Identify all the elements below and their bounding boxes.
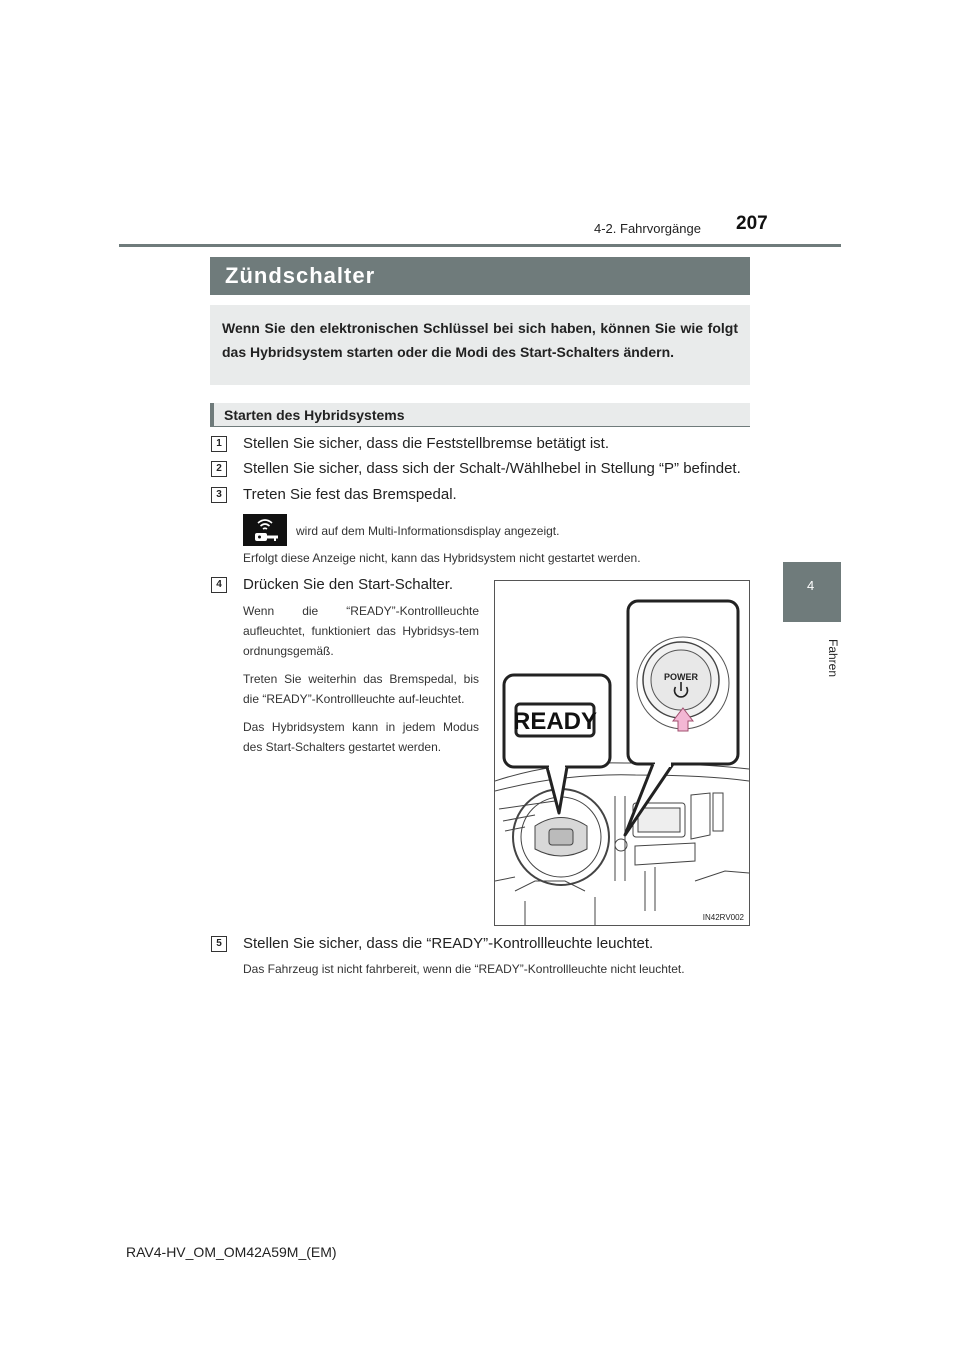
figure-code: IN42RV002	[702, 913, 744, 922]
step-text-3: Treten Sie fest das Bremspedal.	[243, 486, 457, 503]
footer-document-code: RAV4-HV_OM_OM42A59M_(EM)	[126, 1244, 337, 1260]
step4-paragraph-2: Treten Sie weiterhin das Bremspedal, bis die “READY”-Kontrollleuchte auf-leuchtet.	[243, 672, 479, 706]
ready-indicator-label: READY	[512, 708, 598, 735]
step4-body	[243, 601, 479, 765]
subheading-bar	[210, 403, 750, 427]
intro-box	[210, 305, 750, 385]
step-number-1: 1	[211, 436, 227, 452]
step-text-5: Stellen Sie sicher, dass die “READY”-Kontrollleuchte leuchtet.	[243, 935, 654, 952]
header-divider	[119, 244, 841, 247]
key-icon-caption: wird auf dem Multi-Informationsdisplay angezeigt.	[296, 524, 560, 538]
step-number-4: 4	[211, 577, 227, 593]
subheading-accent	[210, 403, 214, 427]
step-number-3: 3	[211, 487, 227, 503]
step3-note: Erfolgt diese Anzeige nicht, kann das Hybridsystem nicht gestartet werden.	[243, 551, 641, 565]
chapter-tab	[783, 562, 841, 622]
step-number-5: 5	[211, 936, 227, 952]
smart-key-indicator-icon	[243, 514, 287, 546]
step4-paragraph-1: Wenn die “READY”-Kontrollleuchte aufleuchtet, funktioniert das Hybridsys-tem ordnungsgemäß.	[243, 604, 479, 658]
power-button-label: POWER	[663, 672, 699, 682]
step4-paragraph-3: Das Hybridsystem kann in jedem Modus des Start-Schalters gestartet werden.	[243, 720, 479, 754]
section-reference: 4-2. Fahrvorgänge	[594, 221, 701, 236]
step5-note: Das Fahrzeug ist nicht fahrbereit, wenn die “READY”-Kontrollleuchte nicht leuchtet.	[243, 962, 685, 976]
chapter-tab-number: 4	[807, 578, 815, 593]
dashboard-drawing	[495, 581, 749, 925]
step-text-4: Drücken Sie den Start-Schalter.	[243, 576, 454, 593]
intro-text: Wenn Sie den elektronischen Schlüssel bei sich haben, können Sie wie folgt das Hybridsystem starten oder die Modi des Start-Schalters ändern.	[222, 320, 738, 360]
step-text-2: Stellen Sie sicher, dass sich der Schalt-/Wählhebel in Stellung “P” befindet.	[243, 460, 741, 477]
subheading-text: Starten des Hybridsystems	[224, 407, 405, 423]
dashboard-illustration	[494, 580, 750, 926]
page-number: 207	[736, 213, 768, 234]
step-text-1: Stellen Sie sicher, dass die Feststellbremse betätigt ist.	[243, 435, 610, 452]
section-title-bar	[210, 257, 750, 295]
step-number-2: 2	[211, 461, 227, 477]
chapter-tab-label: Fahren	[826, 638, 840, 678]
page-title: Zündschalter	[225, 263, 376, 288]
